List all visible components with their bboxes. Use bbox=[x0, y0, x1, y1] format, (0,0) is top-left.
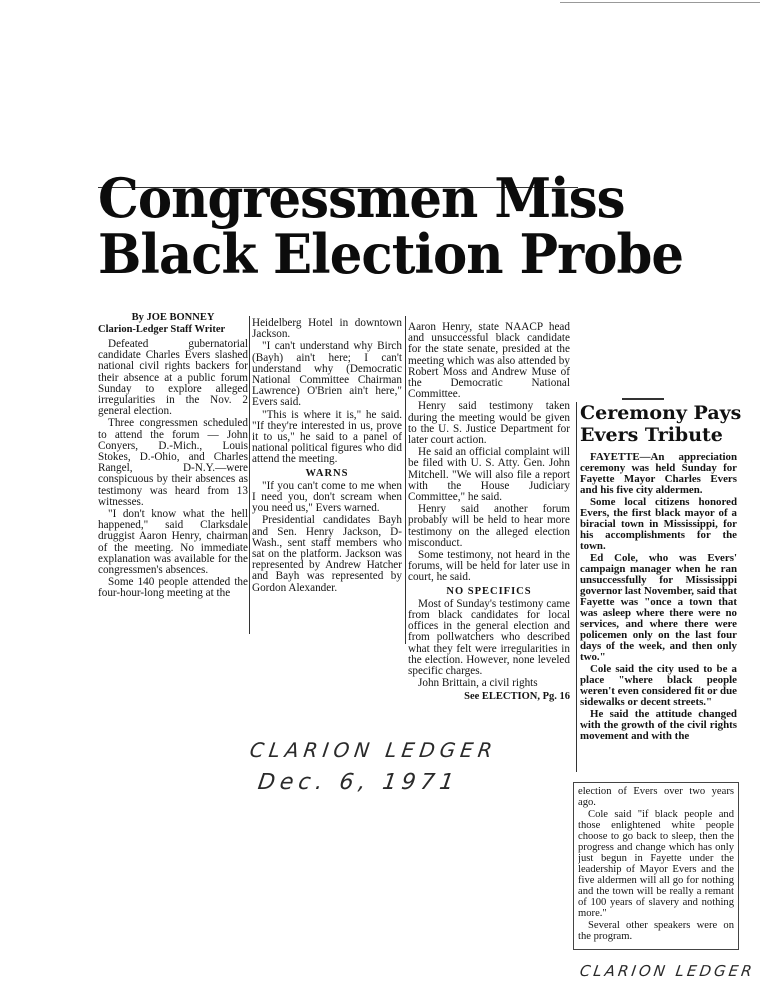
byline-author: By JOE BONNEY bbox=[131, 312, 215, 323]
article-column-3 bbox=[408, 322, 570, 732]
sidebar-paragraph: Several other speakers were on the program. bbox=[578, 920, 734, 942]
sidebar-headline-line-2: Evers Tribute bbox=[580, 424, 723, 446]
sidebar-paragraph: election of Evers over two years ago. bbox=[578, 786, 734, 808]
edge-mark bbox=[560, 2, 760, 3]
handwritten-date: Dec. 6, 1971 bbox=[256, 770, 461, 795]
handwritten-paper-name: CLARION LEDGER bbox=[248, 738, 499, 762]
col3-paragraph: Aaron Henry, state NAACP head and unsuccessful black candidate for the state senate, presided at the meeting which was also attended by Robert Moss and Andrew Muse of the Democratic National Committee. bbox=[408, 322, 570, 401]
sidebar-paragraph: Cole said "if black people and those enlightened white people choose to go back to sleep, then the progress and change which has only just begun in Fayette under the leadership of Mayor Evers and the five aldermen will all go for nothing and the town will be really a remant of 100 years of slavery and nothing more." bbox=[578, 809, 734, 919]
column-divider bbox=[405, 316, 406, 644]
col3-subhead: NO SPECIFICS bbox=[446, 585, 532, 597]
col1-paragraph: "I don't know what the hell happened," said Clarksdale druggist Aaron Henry, chairman of the meeting. No immediate explanation was available for the congressmen's absences. bbox=[98, 508, 248, 577]
sidebar-column-bottom bbox=[578, 786, 734, 946]
col2-paragraph: "This is where it is," he said. "If they're interested in us, prove it to us," he said to a panel of national political figures who did attend the meeting. bbox=[252, 408, 402, 466]
article-column-2 bbox=[252, 318, 402, 638]
sidebar-headline bbox=[580, 402, 750, 446]
sidebar-paragraph: Cole said the city used to be a place "where black people weren't even considered fit or due sidewalks or decent streets." bbox=[580, 663, 737, 708]
col2-paragraph: Heidelberg Hotel in downtown Jackson. bbox=[252, 318, 402, 341]
col2-paragraph: "If you can't come to me when I need you, don't scream when you need us," Evers warned. bbox=[252, 479, 402, 515]
col2-subhead: WARNS bbox=[305, 467, 349, 479]
sidebar-paragraph: Ed Cole, who was Evers' campaign manager when he ran unsuccessfully for Mississippi governor last November, said that Fayette was "once a town that was asleep where there were no services, and where there were policemen only on the last four days of the week, and then only two." bbox=[580, 552, 737, 663]
col3-paragraph: Most of Sunday's testimony came from black candidates for local offices in the general election and from pollwatchers who described what they felt were irregularities in the election. However, none leveled specific charges. bbox=[408, 597, 570, 678]
column-divider bbox=[249, 316, 250, 634]
headline-line-1: Congressmen Miss bbox=[98, 166, 625, 230]
col3-paragraph: Henry said another forum probably will be held to hear more testimony on the alleged election misconduct. bbox=[408, 503, 570, 549]
col1-paragraph: Some 140 people attended the four-hour-long meeting at the bbox=[98, 576, 248, 600]
col3-paragraph: Henry said testimony taken during the meeting would be given to the U. S. Justice Department for later court action. bbox=[408, 400, 570, 447]
article-headline bbox=[98, 166, 684, 286]
sidebar-divider bbox=[576, 402, 577, 772]
col3-paragraph: He said an official complaint will be filed with U. S. Atty. Gen. John Mitchell. "We will also file a report with the House Judiciary Committee," he said. bbox=[408, 446, 570, 504]
byline bbox=[98, 312, 248, 336]
handwritten-sidebar-paper-name: CLARION LEDGER bbox=[578, 962, 756, 980]
col1-paragraph: Three congressmen scheduled to attend the forum — John Conyers, D.-Mich., Louis Stokes, D.-Ohio, and Charles Rangel, D-N.Y.—were conspicuous by their absences as testimony was heard from 13 witnesses. bbox=[98, 417, 248, 508]
sidebar-headline-line-1: Ceremony Pays bbox=[580, 402, 742, 424]
headline-line-2: Black Election Probe bbox=[98, 222, 684, 286]
continuation-jump: See ELECTION, Pg. 16 bbox=[464, 690, 570, 702]
article-column-1 bbox=[98, 312, 248, 624]
col2-paragraph: "I can't understand why Birch (Bayh) ain't here; I can't understand why (Democratic National Committee Chairman Lawrence) O'Brien ain't here," Evers said. bbox=[252, 340, 402, 409]
col3-paragraph: John Brittain, a civil rights bbox=[418, 677, 538, 690]
col2-paragraph: Presidential candidates Bayh and Sen. Henry Jackson, D-Wash., sent staff members who sat on the platform. Jackson was represented by Andrew Hatcher and Bayh was represented by Gordon Alexander. bbox=[252, 514, 402, 594]
col3-paragraph: Some testimony, not heard in the forums, will be held for later use in court, he said. bbox=[408, 549, 570, 584]
sidebar-paragraph: He said the attitude changed with the growth of the civil rights movement and with the bbox=[580, 708, 737, 742]
sidebar-paragraph: FAYETTE—An appreciation ceremony was held Sunday for Fayette Mayor Charles Evers and his five city aldermen. bbox=[580, 452, 737, 496]
sidebar-top-dash bbox=[622, 398, 664, 400]
sidebar-column-top bbox=[580, 452, 737, 778]
byline-staff: Clarion-Ledger Staff Writer bbox=[98, 324, 226, 335]
col1-paragraph: Defeated gubernatorial candidate Charles Evers slashed national civil rights backers for their absence at a public forum Sunday to explore alleged irregularities in the Nov. 2 general election. bbox=[98, 338, 248, 418]
sidebar-paragraph: Some local citizens honored Evers, the first black mayor of a biracial town in Mississippi, for his accomplishments for the town. bbox=[580, 496, 737, 552]
